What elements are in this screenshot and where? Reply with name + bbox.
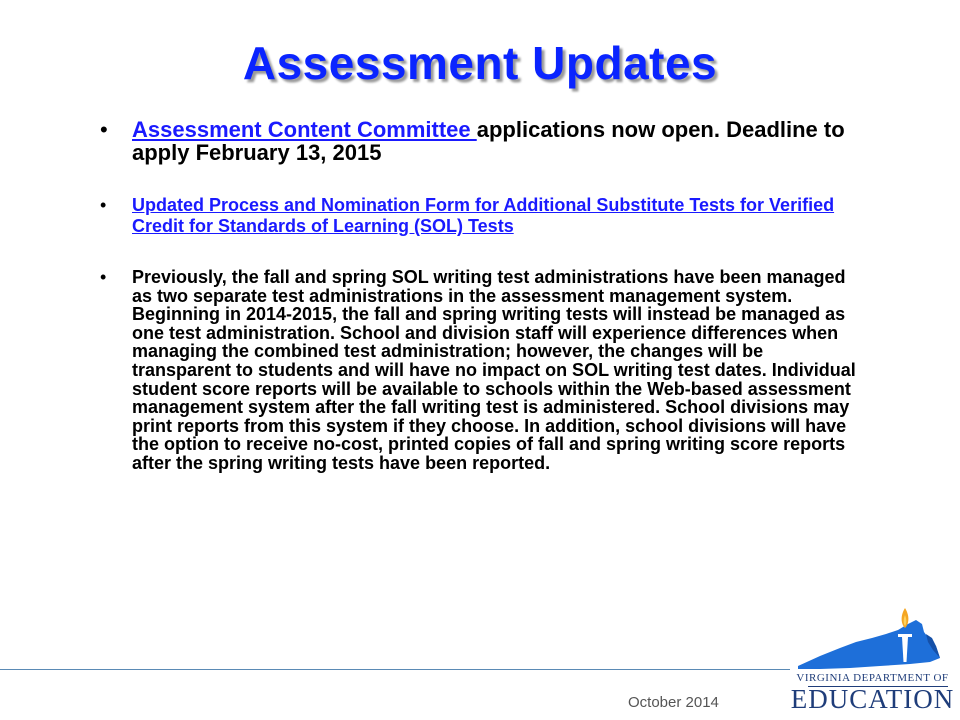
bullet-committee — [100, 118, 860, 164]
writing-tests-text: Previously, the fall and spring SOL writing test administrations have been managed as two separate test administrations in the assessment management system. Beginning in 2014-2015, the fall and spring writing tests will instead be managed as one test administration. School and division staff will experience differences when managing the combined test administration; however, the changes will be transparent to students and will have no impact on SOL writing test dates. Individual student score reports will be available to schools within the Web-based assessment management system after the fall writing test is administered. School divisions may print reports from this system if they choose. In addition, school divisions will have the option to receive no-cost, printed copies of fall and spring writing score reports after the spring writing tests have been reported. — [132, 267, 856, 473]
committee-link[interactable]: Assessment Content Committee — [132, 117, 477, 142]
logo-education-text: EDUCATION — [790, 684, 955, 714]
bullet-writing-tests — [100, 268, 860, 473]
footer-date: October 2014 — [628, 694, 719, 711]
virginia-state-icon — [790, 600, 955, 675]
substitute-tests-link[interactable]: Updated Process and Nomination Form for Additional Substitute Tests for Verified Credit for Standards of Learning (SOL) Tests — [132, 195, 835, 236]
bullet-substitute-tests — [100, 195, 860, 237]
vdoe-logo — [790, 600, 955, 715]
footer-divider — [0, 669, 790, 670]
slide-title: Assessment Updates — [242, 37, 718, 89]
logo-department-text: VIRGINIA DEPARTMENT OF — [796, 672, 949, 684]
committee-text: applications now open. Deadline to apply February 13, 2015 — [132, 117, 845, 165]
bullet-list — [100, 118, 860, 473]
